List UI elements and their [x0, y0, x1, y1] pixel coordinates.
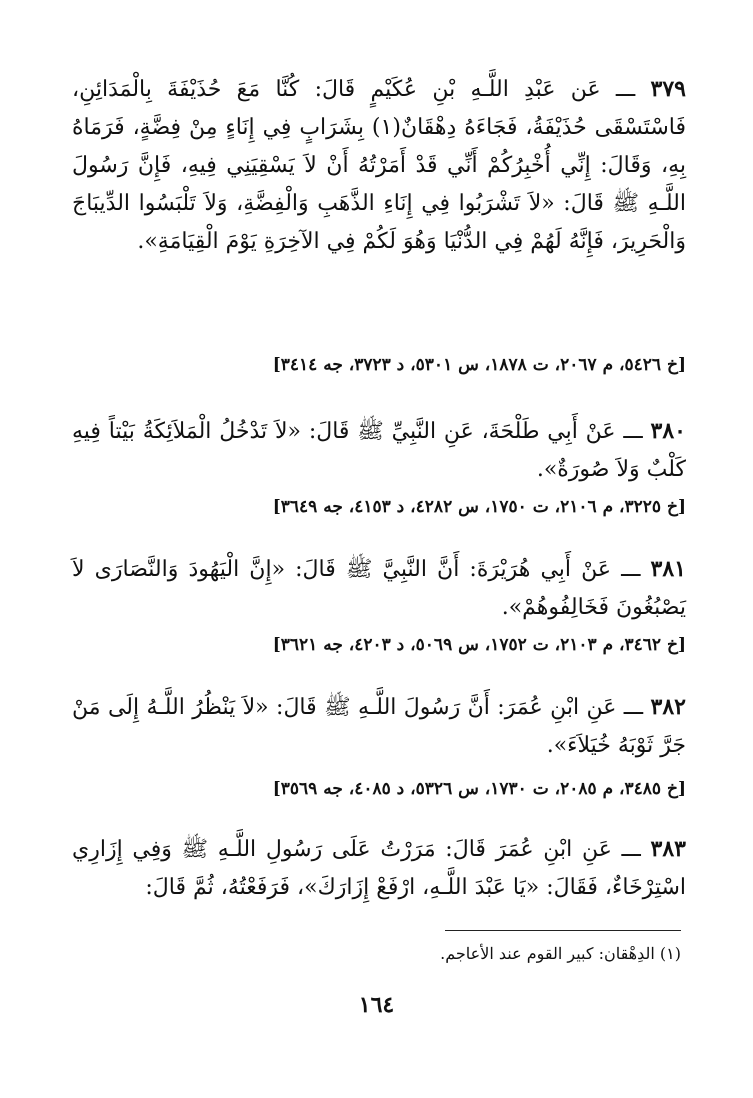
footnote: (١) الدِهْقان: كبير القوم عند الأعاجم. [440, 944, 681, 963]
hadith-references: [خ ٥٤٢٦، م ٢٠٦٧، ت ١٨٧٨، س ٥٣٠١، د ٣٧٢٣، جه ٣٤١٤] [272, 355, 686, 375]
hadith-text: ـــ عَنِ ابْنِ عُمَرَ: أَنَّ رَسُولَ اللَّـهِ ﷺ قَالَ: «لاَ يَنْظُرُ اللَّـهُ إِلَى مَنْ جَرَّ ثَوْبَهُ خُيَلاَءَ». [72, 695, 686, 758]
hadith-number: ٣٨٣ [650, 836, 686, 862]
page-number: ١٦٤ [358, 992, 395, 1018]
hadith-references: [خ ٣٢٢٥، م ٢١٠٦، ت ١٧٥٠، س ٤٢٨٢، د ٤١٥٣، جه ٣٦٤٩] [272, 497, 686, 517]
hadith-379 [72, 70, 686, 261]
hadith-references: [خ ٣٤٦٢، م ٢١٠٣، ت ١٧٥٢، س ٥٠٦٩، د ٤٢٠٣، جه ٣٦٢١] [272, 635, 686, 655]
hadith-text: ـــ عَنْ أَبِي طَلْحَةَ، عَنِ النَّبِيِّ ﷺ قَالَ: «لاَ تَدْخُلُ الْمَلاَئِكَةُ بَيْتاً فِيهِ كَلْبٌ وَلاَ صُورَةٌ». [72, 419, 686, 482]
hadith-text: ـــ عَنْ أَبِي هُرَيْرَةَ: أَنَّ النَّبِيَّ ﷺ قَالَ: «إِنَّ الْيَهُودَ وَالنَّصَارَى لاَ يَصْبُغُونَ فَخَالِفُوهُمْ». [72, 557, 686, 620]
hadith-380 [72, 412, 686, 489]
hadith-number: ٣٨٢ [650, 694, 686, 720]
hadith-text: ـــ عَنِ ابْنِ عُمَرَ قَالَ: مَرَرْتُ عَلَى رَسُولِ اللَّـهِ ﷺ وَفِي إِزَارِي اسْتِرْخَاءٌ، فَقَالَ: «يَا عَبْدَ اللَّـهِ، ارْفَعْ إِزَارَكَ»، فَرَفَعْتُهُ، ثُمَّ قَالَ: [72, 837, 686, 900]
hadith-383 [72, 830, 686, 907]
hadith-text: ـــ عَن عَبْدِ اللَّـهِ بْنِ عُكَيْمٍ قَالَ: كُنَّا مَعَ حُذَيْفَةَ بِالْمَدَائِنِ، فَاسْتَسْقَى حُذَيْفَةُ، فَجَاءَهُ دِهْقَانٌ(١) بِشَرَابٍ فِي إِنَاءٍ مِنْ فِضَّةٍ، فَرَمَاهُ بِهِ، وَقَالَ: إِنِّي أُخْبِرُكُمْ أَنِّي قَدْ أَمَرْتُهُ أَنْ لاَ يَسْقِيَنِي فِيهِ، فَإِنَّ رَسُولَ اللَّـهِ ﷺ قَالَ: «لاَ تَشْرَبُوا فِي إِنَاءِ الذَّهَبِ وَالْفِضَّةِ، وَلاَ تَلْبَسُوا الدِّيبَاجَ وَالْحَرِيرَ، فَإِنَّهُ لَهُمْ فِي الدُّنْيَا وَهُوَ لَكُمْ فِي الآخِرَةِ يَوْمَ الْقِيَامَةِ». [72, 77, 686, 254]
hadith-381 [72, 550, 686, 627]
footnote-divider [445, 930, 681, 931]
hadith-references: [خ ٣٤٨٥، م ٢٠٨٥، ت ١٧٣٠، س ٥٣٢٦، د ٤٠٨٥، جه ٣٥٦٩] [272, 779, 686, 799]
hadith-number: ٣٧٩ [650, 76, 686, 102]
hadith-number: ٣٨١ [650, 556, 686, 582]
hadith-number: ٣٨٠ [650, 418, 686, 444]
hadith-382 [72, 688, 686, 765]
